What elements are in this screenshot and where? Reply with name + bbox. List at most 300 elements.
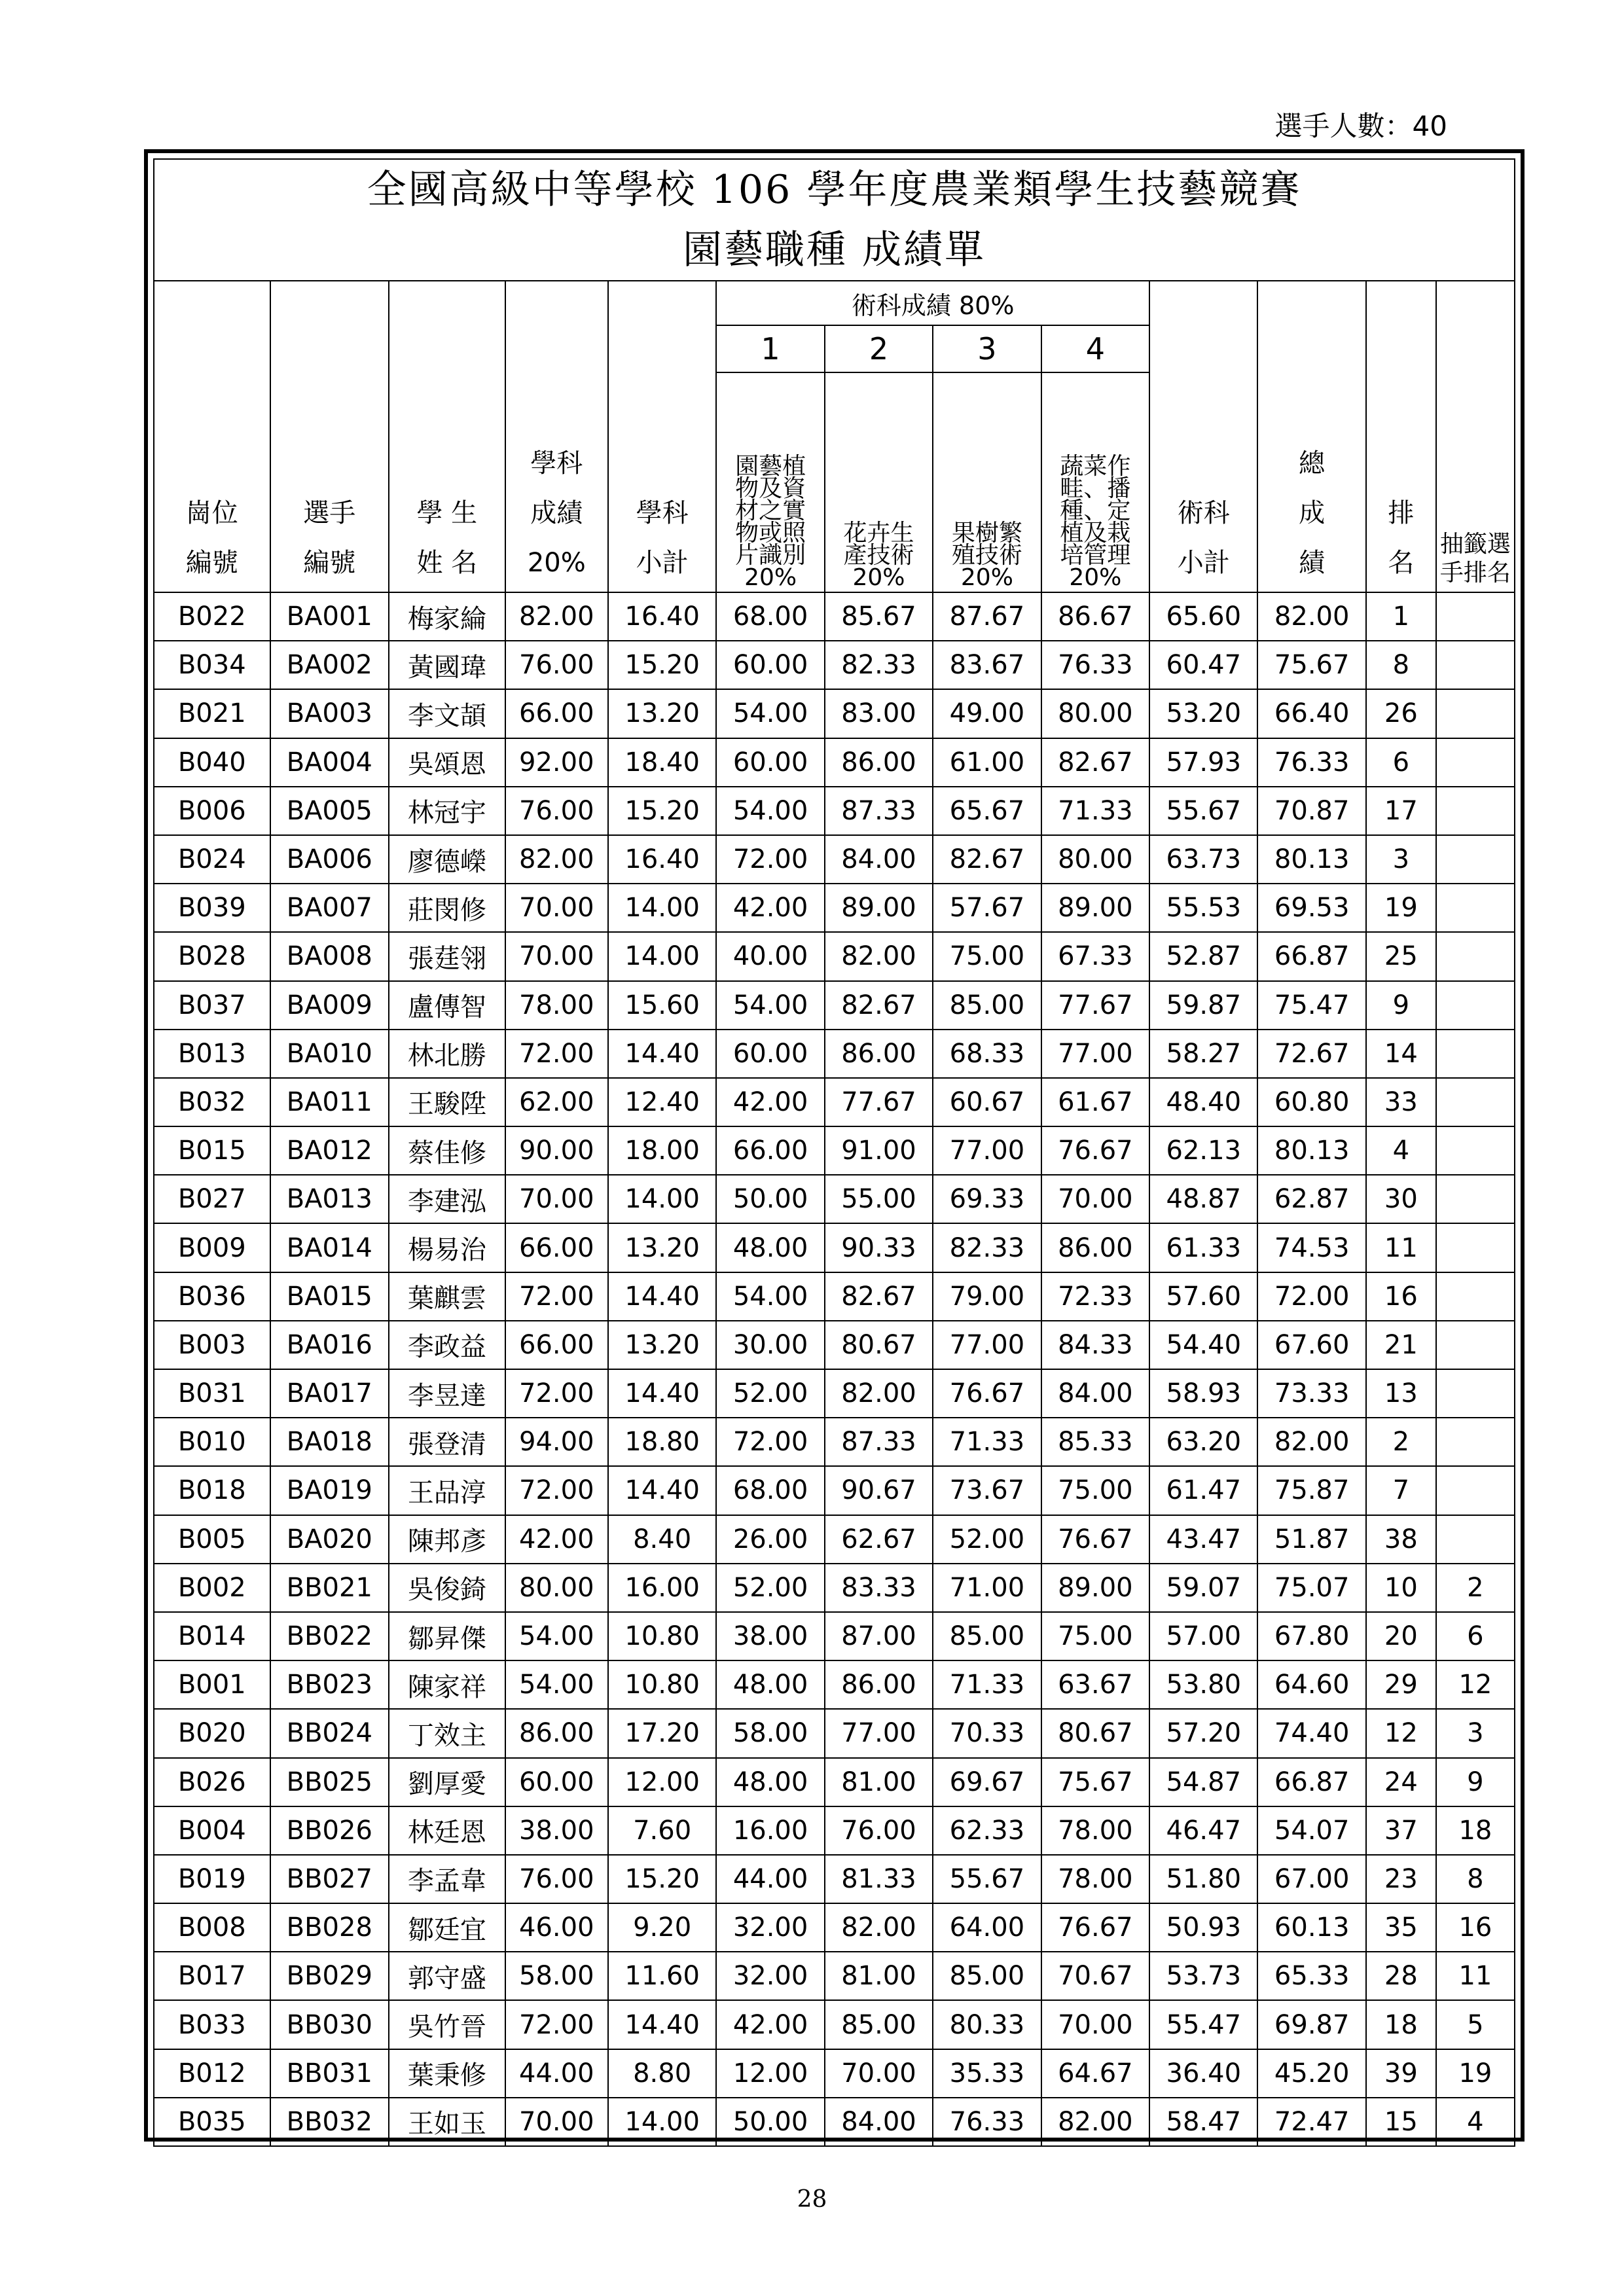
- cell-practical-2: 82.00: [825, 1369, 933, 1418]
- cell-practical-4: 78.00: [1041, 1806, 1149, 1855]
- cell-station: B027: [154, 1175, 270, 1223]
- cell-station: B021: [154, 689, 270, 738]
- cell-rank: 11: [1366, 1223, 1436, 1272]
- cell-total: 64.60: [1257, 1660, 1365, 1709]
- cell-player-id: BB030: [270, 2000, 389, 2049]
- cell-draw-rank: [1436, 1030, 1515, 1078]
- cell-practical-subtotal: 50.93: [1149, 1903, 1257, 1952]
- table-row: [154, 1660, 1515, 1709]
- table-row: [154, 1952, 1515, 2000]
- cell-draw-rank: 11: [1436, 1952, 1515, 2000]
- cell-total: 82.00: [1257, 592, 1365, 641]
- cell-academic-score: 94.00: [505, 1418, 608, 1466]
- cell-practical-4: 86.00: [1041, 1223, 1149, 1272]
- header-practical-number: 1: [716, 325, 824, 372]
- cell-practical-2: 82.67: [825, 1272, 933, 1321]
- cell-practical-subtotal: 48.40: [1149, 1078, 1257, 1126]
- cell-academic-score: 72.00: [505, 2000, 608, 2049]
- cell-practical-3: 49.00: [933, 689, 1041, 738]
- cell-practical-3: 69.67: [933, 1758, 1041, 1806]
- cell-academic-subtotal: 16.00: [608, 1564, 716, 1612]
- cell-practical-4: 64.67: [1041, 2049, 1149, 2098]
- cell-academic-subtotal: 17.20: [608, 1709, 716, 1757]
- cell-rank: 7: [1366, 1466, 1436, 1515]
- cell-player-id: BB028: [270, 1903, 389, 1952]
- cell-practical-4: 77.00: [1041, 1030, 1149, 1078]
- cell-practical-1: 58.00: [716, 1709, 824, 1757]
- header-practical-item-3: [933, 372, 1041, 592]
- cell-practical-1: 54.00: [716, 1272, 824, 1321]
- header-practical-item-line: 種、定: [1060, 497, 1131, 524]
- title-line-1: 全國高級中等學校 106 學年度農業類學生技藝競賽: [367, 167, 1302, 213]
- header-total-line: 績: [1299, 548, 1326, 578]
- cell-player-id: BB026: [270, 1806, 389, 1855]
- header-academic-subtotal-line: 小計: [636, 548, 689, 578]
- cell-rank: 12: [1366, 1709, 1436, 1757]
- cell-player-id: BA005: [270, 787, 389, 835]
- table-row: [154, 1418, 1515, 1466]
- cell-academic-subtotal: 13.20: [608, 1223, 716, 1272]
- table-row: [154, 1223, 1515, 1272]
- header-station: [154, 281, 270, 592]
- cell-player-id: BB024: [270, 1709, 389, 1757]
- cell-player-id: BA014: [270, 1223, 389, 1272]
- cell-name: 王駿陞: [389, 1078, 505, 1126]
- cell-total: 70.87: [1257, 787, 1365, 835]
- header-practical-item-line: 產技術: [843, 542, 914, 569]
- header-practical-subtotal-line: 術科: [1177, 498, 1230, 528]
- cell-practical-4: 84.00: [1041, 1369, 1149, 1418]
- cell-name: 林北勝: [389, 1030, 505, 1078]
- cell-practical-1: 42.00: [716, 884, 824, 932]
- header-academic-score-line: 20%: [527, 548, 586, 578]
- cell-practical-2: 76.00: [825, 1806, 933, 1855]
- cell-station: B017: [154, 1952, 270, 2000]
- cell-practical-subtotal: 61.47: [1149, 1466, 1257, 1515]
- cell-station: B028: [154, 932, 270, 980]
- cell-practical-2: 55.00: [825, 1175, 933, 1223]
- cell-practical-subtotal: 63.73: [1149, 835, 1257, 884]
- cell-practical-4: 70.00: [1041, 1175, 1149, 1223]
- header-draw-rank-line: 抽籤選: [1439, 531, 1511, 558]
- cell-practical-3: 87.67: [933, 592, 1041, 641]
- page-number: 28: [797, 2186, 827, 2213]
- cell-practical-subtotal: 59.07: [1149, 1564, 1257, 1612]
- cell-practical-3: 65.67: [933, 787, 1041, 835]
- cell-practical-4: 78.00: [1041, 1855, 1149, 1903]
- cell-practical-3: 57.67: [933, 884, 1041, 932]
- cell-player-id: BB031: [270, 2049, 389, 2098]
- cell-academic-subtotal: 12.00: [608, 1758, 716, 1806]
- table-row: [154, 1758, 1515, 1806]
- cell-academic-score: 38.00: [505, 1806, 608, 1855]
- cell-academic-subtotal: 16.40: [608, 592, 716, 641]
- cell-total: 80.13: [1257, 1126, 1365, 1175]
- cell-practical-2: 83.33: [825, 1564, 933, 1612]
- header-practical-subtotal: [1149, 281, 1257, 592]
- cell-total: 67.00: [1257, 1855, 1365, 1903]
- cell-player-id: BB027: [270, 1855, 389, 1903]
- cell-practical-2: 82.00: [825, 1903, 933, 1952]
- cell-draw-rank: [1436, 1515, 1515, 1564]
- cell-station: B020: [154, 1709, 270, 1757]
- cell-practical-subtotal: 58.93: [1149, 1369, 1257, 1418]
- cell-academic-subtotal: 8.40: [608, 1515, 716, 1564]
- cell-total: 67.80: [1257, 1612, 1365, 1660]
- table-row: [154, 2000, 1515, 2049]
- cell-name: 黃國瑋: [389, 641, 505, 689]
- cell-practical-4: 76.67: [1041, 1126, 1149, 1175]
- cell-station: B001: [154, 1660, 270, 1709]
- cell-academic-subtotal: 14.00: [608, 932, 716, 980]
- cell-rank: 24: [1366, 1758, 1436, 1806]
- table-row: [154, 1564, 1515, 1612]
- cell-name: 吳竹晉: [389, 2000, 505, 2049]
- cell-practical-subtotal: 36.40: [1149, 2049, 1257, 2098]
- cell-academic-score: 72.00: [505, 1369, 608, 1418]
- cell-academic-subtotal: 9.20: [608, 1903, 716, 1952]
- cell-name: 林冠宇: [389, 787, 505, 835]
- cell-player-id: BA018: [270, 1418, 389, 1466]
- table-row: [154, 1466, 1515, 1515]
- cell-practical-2: 82.67: [825, 981, 933, 1030]
- header-practical-item-line: 20%: [852, 564, 905, 591]
- cell-rank: 10: [1366, 1564, 1436, 1612]
- cell-rank: 19: [1366, 884, 1436, 932]
- header-player-id-line: 編號: [303, 548, 356, 578]
- cell-practical-1: 12.00: [716, 2049, 824, 2098]
- cell-practical-2: 84.00: [825, 835, 933, 884]
- cell-draw-rank: 2: [1436, 1564, 1515, 1612]
- cell-total: 72.67: [1257, 1030, 1365, 1078]
- cell-practical-subtotal: 57.60: [1149, 1272, 1257, 1321]
- cell-draw-rank: [1436, 932, 1515, 980]
- header-draw-rank: [1436, 281, 1515, 592]
- cell-name: 莊閔修: [389, 884, 505, 932]
- header-draw-rank-line: 手排名: [1439, 560, 1511, 586]
- header-practical-item-line: 果樹繁: [951, 520, 1022, 547]
- cell-practical-4: 61.67: [1041, 1078, 1149, 1126]
- cell-practical-3: 83.67: [933, 641, 1041, 689]
- cell-player-id: BB023: [270, 1660, 389, 1709]
- cell-academic-subtotal: 14.40: [608, 1272, 716, 1321]
- cell-rank: 20: [1366, 1612, 1436, 1660]
- header-practical-item-line: 物及資: [735, 475, 806, 502]
- cell-station: B026: [154, 1758, 270, 1806]
- header-practical-group: 術科成績 80%: [716, 281, 1149, 325]
- header-total-line: 成: [1299, 498, 1326, 528]
- cell-academic-subtotal: 15.20: [608, 1855, 716, 1903]
- cell-academic-subtotal: 13.20: [608, 689, 716, 738]
- cell-player-id: BA011: [270, 1078, 389, 1126]
- cell-practical-subtotal: 54.87: [1149, 1758, 1257, 1806]
- cell-rank: 25: [1366, 932, 1436, 980]
- cell-draw-rank: [1436, 1272, 1515, 1321]
- cell-practical-1: 30.00: [716, 1321, 824, 1369]
- cell-practical-2: 86.00: [825, 1030, 933, 1078]
- cell-practical-subtotal: 53.20: [1149, 689, 1257, 738]
- cell-rank: 6: [1366, 738, 1436, 787]
- cell-practical-4: 80.00: [1041, 689, 1149, 738]
- cell-name: 丁效主: [389, 1709, 505, 1757]
- cell-station: B036: [154, 1272, 270, 1321]
- table-row: [154, 1806, 1515, 1855]
- header-total: [1257, 281, 1365, 592]
- cell-academic-subtotal: 14.40: [608, 2000, 716, 2049]
- cell-practical-1: 66.00: [716, 1126, 824, 1175]
- cell-practical-2: 85.67: [825, 592, 933, 641]
- cell-practical-4: 84.33: [1041, 1321, 1149, 1369]
- cell-rank: 18: [1366, 2000, 1436, 2049]
- cell-academic-score: 70.00: [505, 884, 608, 932]
- cell-practical-subtotal: 65.60: [1149, 592, 1257, 641]
- cell-practical-1: 40.00: [716, 932, 824, 980]
- cell-rank: 26: [1366, 689, 1436, 738]
- header-academic-subtotal-line: 學科: [636, 498, 689, 528]
- header-practical-number: 4: [1041, 325, 1149, 372]
- cell-practical-4: 70.67: [1041, 1952, 1149, 2000]
- cell-name: 張登清: [389, 1418, 505, 1466]
- header-rank-line: 排: [1388, 498, 1415, 528]
- cell-total: 66.87: [1257, 932, 1365, 980]
- cell-draw-rank: [1436, 1175, 1515, 1223]
- cell-practical-2: 89.00: [825, 884, 933, 932]
- table-row: [154, 592, 1515, 641]
- cell-name: 劉厚愛: [389, 1758, 505, 1806]
- table-row: [154, 689, 1515, 738]
- cell-practical-2: 90.33: [825, 1223, 933, 1272]
- cell-practical-4: 82.00: [1041, 2098, 1149, 2146]
- cell-academic-score: 70.00: [505, 932, 608, 980]
- cell-practical-subtotal: 53.80: [1149, 1660, 1257, 1709]
- cell-name: 葉麒雲: [389, 1272, 505, 1321]
- cell-rank: 33: [1366, 1078, 1436, 1126]
- cell-practical-1: 52.00: [716, 1564, 824, 1612]
- table-row: [154, 1855, 1515, 1903]
- cell-rank: 38: [1366, 1515, 1436, 1564]
- cell-academic-score: 90.00: [505, 1126, 608, 1175]
- cell-practical-1: 42.00: [716, 2000, 824, 2049]
- cell-station: B018: [154, 1466, 270, 1515]
- cell-academic-score: 58.00: [505, 1952, 608, 2000]
- cell-academic-score: 72.00: [505, 1466, 608, 1515]
- cell-academic-score: 66.00: [505, 1321, 608, 1369]
- cell-total: 74.40: [1257, 1709, 1365, 1757]
- cell-academic-subtotal: 14.40: [608, 1369, 716, 1418]
- cell-practical-subtotal: 43.47: [1149, 1515, 1257, 1564]
- cell-practical-2: 86.00: [825, 1660, 933, 1709]
- cell-draw-rank: [1436, 787, 1515, 835]
- cell-name: 陳邦彥: [389, 1515, 505, 1564]
- cell-station: B037: [154, 981, 270, 1030]
- header-practical-item-4: [1041, 372, 1149, 592]
- cell-practical-2: 85.00: [825, 2000, 933, 2049]
- cell-station: B008: [154, 1903, 270, 1952]
- table-row: [154, 1515, 1515, 1564]
- cell-practical-4: 67.33: [1041, 932, 1149, 980]
- cell-practical-3: 64.00: [933, 1903, 1041, 1952]
- table-row: [154, 1078, 1515, 1126]
- cell-practical-4: 77.67: [1041, 981, 1149, 1030]
- cell-total: 75.47: [1257, 981, 1365, 1030]
- cell-practical-3: 55.67: [933, 1855, 1041, 1903]
- cell-practical-2: 62.67: [825, 1515, 933, 1564]
- header-station-line: 編號: [185, 548, 238, 578]
- cell-draw-rank: 12: [1436, 1660, 1515, 1709]
- table-row: [154, 1272, 1515, 1321]
- cell-player-id: BA013: [270, 1175, 389, 1223]
- cell-academic-score: 66.00: [505, 1223, 608, 1272]
- cell-practical-subtotal: 57.00: [1149, 1612, 1257, 1660]
- cell-total: 75.67: [1257, 641, 1365, 689]
- cell-practical-3: 52.00: [933, 1515, 1041, 1564]
- cell-total: 72.47: [1257, 2098, 1365, 2146]
- cell-name: 鄒廷宜: [389, 1903, 505, 1952]
- cell-station: B002: [154, 1564, 270, 1612]
- cell-practical-subtotal: 63.20: [1149, 1418, 1257, 1466]
- cell-rank: 2: [1366, 1418, 1436, 1466]
- header-practical-subtotal-line: 小計: [1177, 548, 1230, 578]
- cell-draw-rank: [1436, 1369, 1515, 1418]
- cell-academic-subtotal: 10.80: [608, 1612, 716, 1660]
- header-practical-number: 3: [933, 325, 1041, 372]
- cell-practical-2: 81.33: [825, 1855, 933, 1903]
- cell-name: 吳頌恩: [389, 738, 505, 787]
- cell-academic-score: 62.00: [505, 1078, 608, 1126]
- cell-total: 60.80: [1257, 1078, 1365, 1126]
- cell-practical-4: 80.67: [1041, 1709, 1149, 1757]
- cell-practical-3: 69.33: [933, 1175, 1041, 1223]
- cell-academic-subtotal: 8.80: [608, 2049, 716, 2098]
- header-academic-subtotal: [608, 281, 716, 592]
- cell-practical-subtotal: 58.27: [1149, 1030, 1257, 1078]
- cell-player-id: BA001: [270, 592, 389, 641]
- cell-draw-rank: [1436, 592, 1515, 641]
- cell-name: 廖德嶸: [389, 835, 505, 884]
- cell-practical-3: 62.33: [933, 1806, 1041, 1855]
- cell-name: 林廷恩: [389, 1806, 505, 1855]
- cell-practical-subtotal: 52.87: [1149, 932, 1257, 980]
- cell-total: 60.13: [1257, 1903, 1365, 1952]
- cell-name: 李昱達: [389, 1369, 505, 1418]
- cell-practical-1: 54.00: [716, 981, 824, 1030]
- cell-rank: 21: [1366, 1321, 1436, 1369]
- cell-practical-4: 76.33: [1041, 641, 1149, 689]
- header-practical-item-line: 20%: [744, 564, 797, 591]
- cell-player-id: BA016: [270, 1321, 389, 1369]
- cell-practical-4: 63.67: [1041, 1660, 1149, 1709]
- cell-practical-4: 82.67: [1041, 738, 1149, 787]
- cell-total: 69.87: [1257, 2000, 1365, 2049]
- table-row: [154, 1175, 1515, 1223]
- cell-practical-subtotal: 58.47: [1149, 2098, 1257, 2146]
- cell-player-id: BA017: [270, 1369, 389, 1418]
- cell-station: B024: [154, 835, 270, 884]
- cell-station: B009: [154, 1223, 270, 1272]
- cell-draw-rank: [1436, 981, 1515, 1030]
- cell-academic-score: 42.00: [505, 1515, 608, 1564]
- cell-station: B005: [154, 1515, 270, 1564]
- cell-academic-score: 78.00: [505, 981, 608, 1030]
- cell-rank: 28: [1366, 1952, 1436, 2000]
- cell-total: 82.00: [1257, 1418, 1365, 1466]
- cell-practical-1: 48.00: [716, 1660, 824, 1709]
- cell-player-id: BA019: [270, 1466, 389, 1515]
- cell-academic-subtotal: 16.40: [608, 835, 716, 884]
- cell-practical-2: 82.33: [825, 641, 933, 689]
- cell-practical-4: 85.33: [1041, 1418, 1149, 1466]
- header-practical-item-line: 20%: [1069, 564, 1122, 591]
- table-row: [154, 1030, 1515, 1078]
- cell-academic-subtotal: 14.00: [608, 884, 716, 932]
- table-row: [154, 884, 1515, 932]
- table-row: [154, 787, 1515, 835]
- header-station-line: 崗位: [185, 498, 238, 528]
- cell-total: 66.40: [1257, 689, 1365, 738]
- table-row: [154, 1903, 1515, 1952]
- header-practical-item-2: [825, 372, 933, 592]
- cell-practical-3: 71.33: [933, 1660, 1041, 1709]
- table-row: [154, 1321, 1515, 1369]
- cell-practical-2: 91.00: [825, 1126, 933, 1175]
- cell-practical-1: 26.00: [716, 1515, 824, 1564]
- cell-rank: 8: [1366, 641, 1436, 689]
- cell-academic-subtotal: 14.40: [608, 1466, 716, 1515]
- cell-station: B004: [154, 1806, 270, 1855]
- cell-rank: 17: [1366, 787, 1436, 835]
- cell-practical-1: 48.00: [716, 1223, 824, 1272]
- cell-name: 王品淳: [389, 1466, 505, 1515]
- cell-practical-2: 90.67: [825, 1466, 933, 1515]
- table-row: [154, 1369, 1515, 1418]
- cell-practical-4: 71.33: [1041, 787, 1149, 835]
- cell-practical-2: 87.33: [825, 787, 933, 835]
- cell-name: 葉秉修: [389, 2049, 505, 2098]
- cell-draw-rank: 4: [1436, 2098, 1515, 2146]
- header-practical-item-line: 材之實: [735, 497, 806, 524]
- cell-practical-4: 76.67: [1041, 1515, 1149, 1564]
- cell-academic-score: 82.00: [505, 592, 608, 641]
- cell-player-id: BA003: [270, 689, 389, 738]
- header-practical-item-line: 植及栽: [1060, 520, 1131, 547]
- cell-practical-subtotal: 54.40: [1149, 1321, 1257, 1369]
- table-row: [154, 2049, 1515, 2098]
- cell-academic-subtotal: 14.00: [608, 1175, 716, 1223]
- cell-rank: 9: [1366, 981, 1436, 1030]
- cell-practical-4: 80.00: [1041, 835, 1149, 884]
- cell-station: B031: [154, 1369, 270, 1418]
- header-rank: [1366, 281, 1436, 592]
- cell-total: 72.00: [1257, 1272, 1365, 1321]
- cell-station: B012: [154, 2049, 270, 2098]
- cell-player-id: BB025: [270, 1758, 389, 1806]
- cell-draw-rank: [1436, 1466, 1515, 1515]
- cell-player-id: BB022: [270, 1612, 389, 1660]
- cell-academic-subtotal: 10.80: [608, 1660, 716, 1709]
- cell-practical-1: 72.00: [716, 835, 824, 884]
- header-practical-item-line: 殖技術: [951, 542, 1022, 569]
- cell-total: 51.87: [1257, 1515, 1365, 1564]
- cell-station: B035: [154, 2098, 270, 2146]
- cell-practical-3: 82.67: [933, 835, 1041, 884]
- cell-practical-subtotal: 48.87: [1149, 1175, 1257, 1223]
- header-name-line: 姓 名: [416, 548, 478, 578]
- cell-name: 盧傳智: [389, 981, 505, 1030]
- cell-practical-1: 68.00: [716, 1466, 824, 1515]
- cell-total: 69.53: [1257, 884, 1365, 932]
- cell-name: 王如玉: [389, 2098, 505, 2146]
- header-practical-item-1: [716, 372, 824, 592]
